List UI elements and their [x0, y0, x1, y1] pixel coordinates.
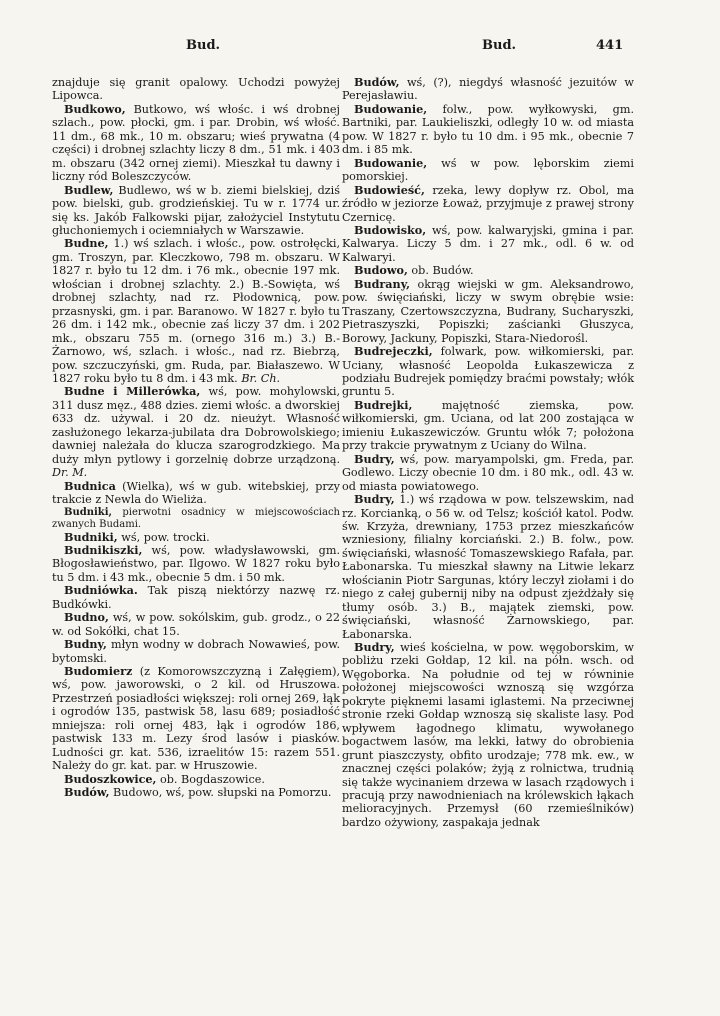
entry-headword: Budniki, — [64, 529, 118, 544]
dictionary-entry — [342, 453, 634, 493]
entry-headword: Budowisko, — [354, 222, 427, 237]
entry-headword: Budowo, — [354, 263, 408, 278]
dictionary-entry — [52, 237, 340, 385]
entry-headword: Budry, — [354, 640, 395, 655]
dictionary-entry — [342, 76, 634, 103]
author-signature: Br. Ch. — [241, 371, 281, 385]
dictionary-entry — [52, 480, 340, 507]
entry-text: majętność ziemska, pow. wiłkomierski, gm. Uciana, od lat 200 zostająca w imieniu Łukaszewiczów. Gruntu włók 7; położona przy trakcie prywatnym z Uciany do Wilna. — [342, 398, 634, 453]
dictionary-entry — [52, 531, 340, 544]
entry-text: pierwotni osadnicy w miejscowościach zwanych Budami. — [52, 506, 340, 530]
entry-headword: Budny, — [64, 637, 107, 652]
dictionary-entry — [342, 103, 634, 157]
entry-headword: Budrany, — [354, 276, 411, 291]
entry-text: ob. Budów. — [407, 264, 474, 278]
dictionary-entry — [342, 264, 634, 277]
entry-text: wś, pow. trocki. — [117, 530, 210, 544]
dictionary-entry — [52, 385, 340, 479]
entry-headword: Budne i Millerówka, — [64, 384, 201, 399]
dictionary-entry — [342, 157, 634, 184]
entry-text: ob. Bogdaszowice. — [156, 772, 265, 786]
entry-text: (z Komorowszczyzną i Załęgiem), wś, pow. jaworowski, o 2 kil. od Hruszowa. Przestrzeń posiadłości większej: roli ornej 269, łąk i ogrodów 135, pastwisk 58, lasu 689; posiadłość mniejsza: roli ornej 483, łąk i ogrodów 186, pastwisk 133 m. Lezy środ lasów i piasków. Ludności gr. kat. 536, izraelitów 15: razem 551. Należy do gr. kat. par. w Hruszowie. — [52, 665, 340, 773]
entry-text: okrąg wiejski w gm. Aleksandrowo, pow. święciański, liczy w swym obrębie wsie: Traszany, Czertowszczyzna, Budrany, Sucharyszki, Pietraszyszki, Popiszki; zaścianki Głuszyca, Borowy, Jackuny, Popiszki, Stara-Niedorośl. — [342, 277, 634, 345]
entry-text: (Wielka), wś w gub. witebskiej, przy trakcie z Newla do Wieliża. — [52, 479, 340, 507]
dictionary-entry — [342, 278, 634, 345]
entry-headword: Budów, — [354, 75, 400, 89]
dictionary-entry — [52, 773, 340, 786]
entry-text: młyn wodny w dobrach Nowawieś, pow. bytomski. — [52, 638, 340, 665]
dictionary-entry — [342, 184, 634, 224]
entry-headword: Budno, — [64, 610, 109, 625]
dictionary-entry — [52, 786, 340, 799]
entry-text: wś, pow. kalwaryjski, gmina i par. Kalwarya. Liczy 5 dm. i 27 mk., odl. 6 w. od Kalwaryi. — [342, 223, 634, 264]
page-number: 441 — [596, 38, 624, 53]
dictionary-entry — [342, 641, 634, 829]
entry-text: znajduje się granit opalowy. Uchodzi powyżej Lipowca. — [52, 76, 340, 103]
entry-headword: Budowieść, — [354, 182, 425, 197]
entry-headword: Budomierz — [64, 664, 133, 679]
dictionary-entry — [342, 399, 634, 453]
entry-headword: Budów, — [64, 785, 110, 800]
entry-text: Butkowo, wś włośc. i wś drobnej szlach., pow. płocki, gm. i par. Drobin, wś włość. 11 dm., 68 mk., 10 m. obszaru; wieś prywatna (4 części) i drobnej szlachty liczy 8 dm., 51 mk. i 403 m. obszaru (342 ornej ziemi). Mieszkał tu dawny i liczny ród Boleszczyców. — [52, 102, 340, 184]
entry-text: wś, pow. mohylowski, 311 dusz męz., 488 dzies. ziemi włośc. a dworskiej 633 dz. używal. i 20 dz. nieużyt. Własność zasłużonego lekarza-jubilata dra Dobrowolskiego; dawniej należała do klucza szarogrodzkiego. Ma duży młyn pytlowy i gorzelnię dobrze urządzoną. — [52, 385, 341, 466]
entry-headword: Budlew, — [64, 182, 114, 197]
dictionary-entry — [52, 544, 340, 584]
entry-text: wś, (?), niegdyś własność jezuitów w Perejasławiu. — [342, 76, 634, 103]
entry-text: 1.) wś szlach. i włośc., pow. ostrołęcki, gm. Troszyn, par. Kleczkowo, 798 m. obszaru. W 1827 r. było tu 12 dm. i 76 mk., obecnie 197 mk. włościan i drobnej szlachty. 2.) B.-Sowięta, wś drobnej szlachty, nad rz. Płodownicą, pow. przasnyski, gm. i par. Baranowo. W 1827 r. było tu 26 dm. i 142 mk., obecnie zaś liczy 37 dm. i 202 mk., obszaru 755 m. (ornego 316 m.) 3.) B.-Żarnowo, wś, szlach. i włośc., nad rz. Biebrzą, pow. szczuczyński, gm. Ruda, par. Białaszewo. W 1827 roku było tu 8 dm. i 43 mk. — [52, 237, 340, 385]
entry-text: 1.) wś rządowa w pow. telszewskim, nad rz. Korcianką, o 56 w. od Telsz; kościół katol. Podw. św. Krzyża, drewniany, 1753 przez mieszkańców wzniesiony, filialny korciański. 2.) B. folw., pow. święciański, własność Tomaszewskiego Rafała, par. Łabonarska. Tu mieszkał sławny na Litwie lekarz włościanin Piotr Sargunas, który leczył ziołami i do niego z całej gubernij niby na odpust zjeżdżały się tłumy osób. 3.) B., majątek ziemski, pow. święciański, własność Żarnowskiego, par. Łabonarska. — [342, 493, 634, 641]
dictionary-entry — [342, 345, 634, 399]
entry-headword: Budniki, — [64, 506, 112, 518]
dictionary-entry — [52, 103, 340, 184]
entry-text: wś w pow. lęborskim ziemi pomorskiej. — [342, 156, 634, 184]
right-column — [342, 76, 634, 829]
entry-headword: Budry, — [354, 492, 395, 507]
entry-text: Budowo, wś, pow. słupski na Pomorzu. — [109, 786, 332, 800]
dictionary-entry — [52, 638, 340, 665]
entry-headword: Budowanie, — [354, 101, 428, 116]
entry-text: Tak piszą niektórzy nazwę rz. Budkówki. — [52, 584, 340, 611]
entry-text: Budlewo, wś w b. ziemi bielskiej, dziś pow. bielski, gub. grodzieńskiej. Tu w r. 1774 ur. się ks. Jakób Falkowski pijar, założyciel Instytutu głuchoniemych i ociemniałych w Warszawie. — [52, 183, 340, 237]
entry-headword: Budoszkowice, — [64, 771, 157, 786]
dictionary-entry — [342, 493, 634, 641]
dictionary-entry — [52, 76, 340, 103]
entry-headword: Budry, — [354, 451, 395, 466]
dictionary-entry — [342, 224, 634, 264]
entry-text: folw., pow. wyłkowyski, gm. Bartniki, par. Laukieliszki, odległy 10 w. od miasta pow. W 1827 r. było tu 10 dm. i 95 mk., obecnie 7 dm. i 85 mk. — [342, 102, 634, 157]
entry-text: wś, pow. maryampolski, gm. Freda, par. Godlewo. Liczy obecnie 10 dm. i 80 mk., odl. 43 w. od miasta powiatowego. — [342, 452, 634, 493]
entry-headword: Budnikiszki, — [64, 542, 143, 557]
entry-text: folwark, pow. wiłkomierski, par. Uciany, własność Leopolda Łukaszewicza z podziału Budrejek pomiędzy braćmi powstały; włók gruntu 5. — [342, 345, 634, 399]
dictionary-entry — [52, 611, 340, 638]
dictionary-entry — [52, 507, 340, 531]
entry-headword: Budniówka. — [64, 583, 138, 598]
entry-text: wieś kościelna, w pow. węgoborskim, w pobliżu rzeki Gołdap, 12 kil. na półn. wsch. od Węgoborka. Na południe od tej w równinie położonej miejscowości wznoszą się wzgórza pokryte pięknemi lasami iglastemi. Na przeciwnej stronie rzeki Gołdap wznoszą się skaliste lasy. Pod wpływem łagodnego klimatu, wywołanego bogactwem lasów, ma lekki, łatwy do obrobienia grunt piaszczysty, obfito urodzaje; 778 mk. ew., w znacznej części polaków; żyją z rolnictwa, trudnią się także wycinaniem drzewa w lasach rządowych i pracują przy nawodnieniach na królewskich łąkach melioracyjnych. Przemysł (60 rzemieślników) bardzo ożywiony, zaspakaja jednak — [342, 641, 634, 829]
entry-headword: Budnica — [64, 478, 116, 493]
author-signature: Dr. M. — [52, 466, 88, 480]
entry-headword: Budkowo, — [64, 101, 126, 116]
entry-text: wś, pow. władysławowski, gm. Błogosławieństwo, par. Ilgowo. W 1827 roku było tu 5 dm. i 43 mk., obecnie 5 dm. i 50 mk. — [52, 543, 340, 584]
dictionary-entry — [52, 665, 340, 773]
left-column — [52, 76, 340, 800]
entry-headword: Budrejki, — [354, 397, 413, 412]
entry-headword: Budne, — [64, 236, 109, 251]
entry-headword: Budowanie, — [354, 155, 428, 170]
entry-text: wś, w pow. sokólskim, gub. grodz., o 22 w. od Sokółki, chat 15. — [52, 611, 340, 638]
header-left-running-head: Bud. — [186, 38, 221, 53]
page-header — [0, 38, 720, 58]
header-right-running-head: Bud. — [482, 38, 517, 53]
dictionary-entry — [52, 584, 340, 611]
entry-headword: Budrejeczki, — [354, 344, 433, 359]
dictionary-entry — [52, 184, 340, 238]
entry-text: rzeka, lewy dopływ rz. Obol, ma źródło w jeziorze Łoważ, przyjmuje z prawej strony Czernicę. — [342, 183, 634, 224]
